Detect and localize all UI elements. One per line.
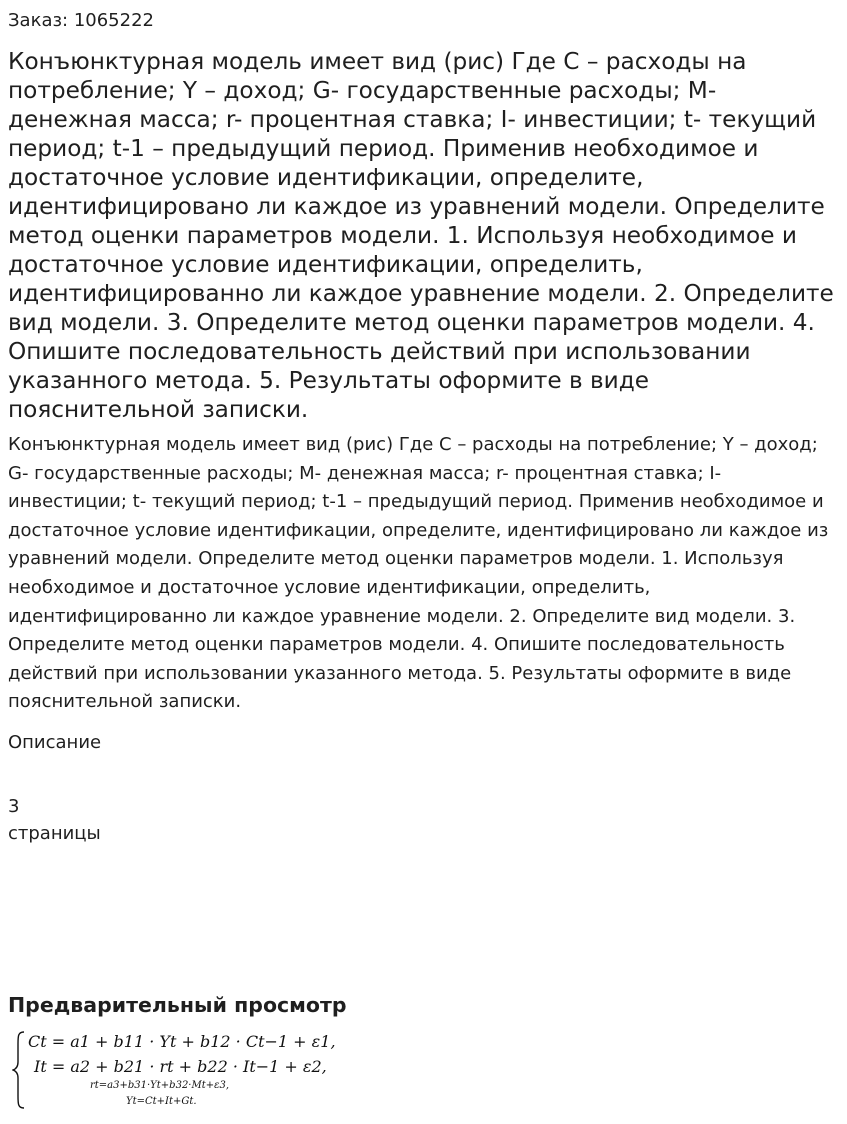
equation-investment: It = a2 + b21 · rt + b22 · It−1 + ε2, <box>34 1057 327 1076</box>
pages-count: 3 <box>8 796 20 817</box>
description-label: Описание <box>8 732 102 753</box>
preview-heading: Предварительный просмотр <box>8 993 347 1017</box>
pages-unit: страницы <box>8 823 101 844</box>
task-description: Конъюнктурная модель имеет вид (рис) Где С – расходы на потребление; Y – доход; G- государственные расходы; M- денежная масса; r- процентная ставка; I- инвестиции; t- текущий период; t-1 – предыдущий период. Применив необходимое и достаточное условие идентификации, определите, идентифицировано ли каждое из уравнений модели. Определите метод оценки параметров модели. 1. Используя необходимое и достаточное условие идентификации, определить, идентифицированно ли каждое уравнение модели. 2. Определите вид модели. 3. Определите метод оценки параметров модели. 4. Опишите последовательность действий при использовании указанного метода. 5. Результаты оформите в виде пояснительной записки. <box>8 434 829 713</box>
equation-income-identity: Yt=Ct+It+Gt. <box>126 1096 197 1107</box>
preview-image <box>12 1030 352 1114</box>
equation-consumption: Ct = a1 + b11 · Yt + b12 · Ct−1 + ε1, <box>28 1032 336 1051</box>
system-brace-icon <box>12 1030 26 1110</box>
task-title: Конъюнктурная модель имеет вид (рис) Где С – расходы на потребление; Y – доход; G- государственные расходы; M- денежная масса; r- процентная ставка; I- инвестиции; t- текущий период; t-1 – предыдущий период. Применив необходимое и достаточное условие идентификации, определите, идентифицировано ли каждое из уравнений модели. Определите метод оценки параметров модели. 1. Используя необходимое и достаточное условие идентификации, определить, идентифицированно ли каждое уравнение модели. 2. Определите вид модели. 3. Определите метод оценки параметров модели. 4. Опишите последовательность действий при использовании указанного метода. 5. Результаты оформите в виде пояснительной записки. <box>8 48 834 423</box>
equation-interest-rate: rt=a3+b31·Yt+b32·Mt+ε3, <box>90 1080 230 1091</box>
order-number: Заказ: 1065222 <box>8 10 154 31</box>
